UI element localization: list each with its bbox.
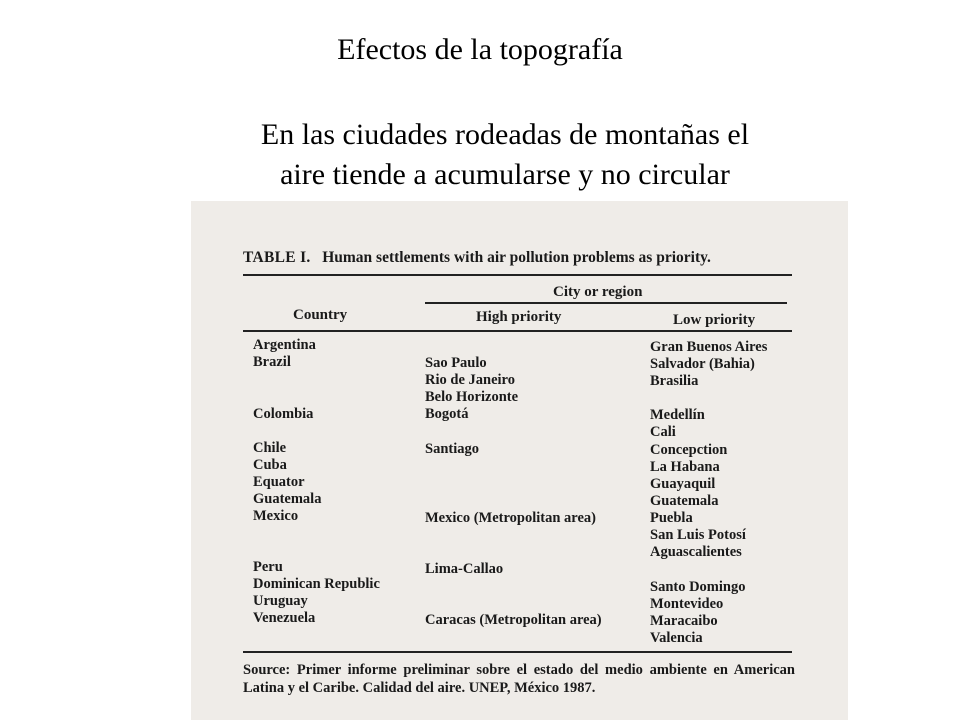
table-cell-country: Cuba [253, 457, 287, 473]
table-cell-high: Belo Horizonte [425, 389, 519, 405]
table-caption [243, 249, 711, 267]
table-cell-low: Cali [650, 424, 676, 440]
scanned-table-image [191, 201, 848, 720]
table-cell-country: Dominican Republic [253, 576, 380, 592]
table-cell-low: Guayaquil [650, 476, 716, 492]
table-cell-country: Equator [253, 474, 305, 490]
subtitle-line-1: En las ciudades rodeadas de montañas el [260, 118, 750, 151]
table-cell-low: Salvador (Bahia) [650, 356, 755, 372]
table-cell-low: Concepction [650, 442, 728, 458]
table-cell-country: Argentina [253, 337, 316, 353]
table-cell-high: Lima-Callao [425, 561, 504, 577]
table-cell-low: Montevideo [650, 596, 724, 612]
header-high-priority: High priority [476, 309, 562, 325]
table-cell-low: San Luis Potosí [650, 527, 746, 543]
subtitle-line-2: aire tiende a acumularse y no circular [280, 158, 730, 191]
table-cell-high: Bogotá [425, 406, 469, 422]
group-header: City or region [553, 284, 643, 300]
table-cell-low: Maracaibo [650, 613, 718, 629]
table-cell-country: Colombia [253, 406, 314, 422]
bottom-rule [243, 651, 792, 653]
top-rule [243, 274, 792, 276]
table-cell-country: Guatemala [253, 491, 322, 507]
header-rule [243, 330, 792, 332]
header-country: Country [293, 307, 348, 323]
table-cell-low: Aguascalientes [650, 544, 742, 560]
table-cell-high: Santiago [425, 441, 479, 457]
table-cell-low: Brasilia [650, 373, 699, 389]
table-cell-low: Guatemala [650, 493, 719, 509]
table-cell-low: Santo Domingo [650, 579, 746, 595]
table-cell-high: Caracas (Metropolitan area) [425, 612, 602, 628]
table-cell-low: Medellín [650, 407, 705, 423]
table-cell-country: Brazil [253, 354, 291, 370]
group-rule [425, 302, 787, 304]
header-low-priority: Low priority [673, 312, 756, 328]
table-cell-low: Gran Buenos Aires [650, 339, 768, 355]
table-cell-low: La Habana [650, 459, 720, 475]
table-label: TABLE I. [243, 249, 311, 266]
table-source-note: Source: Primer informe preliminar sobre el estado del medio ambiente en American Latina y el Caribe. Calidad del aire. UNEP, México 1987. [243, 662, 795, 696]
table-cell-low: Puebla [650, 510, 693, 526]
table-cell-country: Uruguay [253, 593, 308, 609]
table-cell-country: Mexico [253, 508, 299, 524]
table-cell-country: Venezuela [253, 610, 316, 626]
table-cell-low: Valencia [650, 630, 703, 646]
table-cell-high: Rio de Janeiro [425, 372, 515, 388]
table-cell-country: Peru [253, 559, 283, 575]
table-cell-country: Chile [253, 440, 287, 456]
table-cell-high: Sao Paulo [425, 355, 487, 371]
slide-title: Efectos de la topografía [337, 33, 623, 66]
slide-subtitle [200, 115, 810, 195]
table-cell-high: Mexico (Metropolitan area) [425, 510, 596, 526]
table-caption-text: Human settlements with air pollution problems as priority. [322, 249, 711, 266]
